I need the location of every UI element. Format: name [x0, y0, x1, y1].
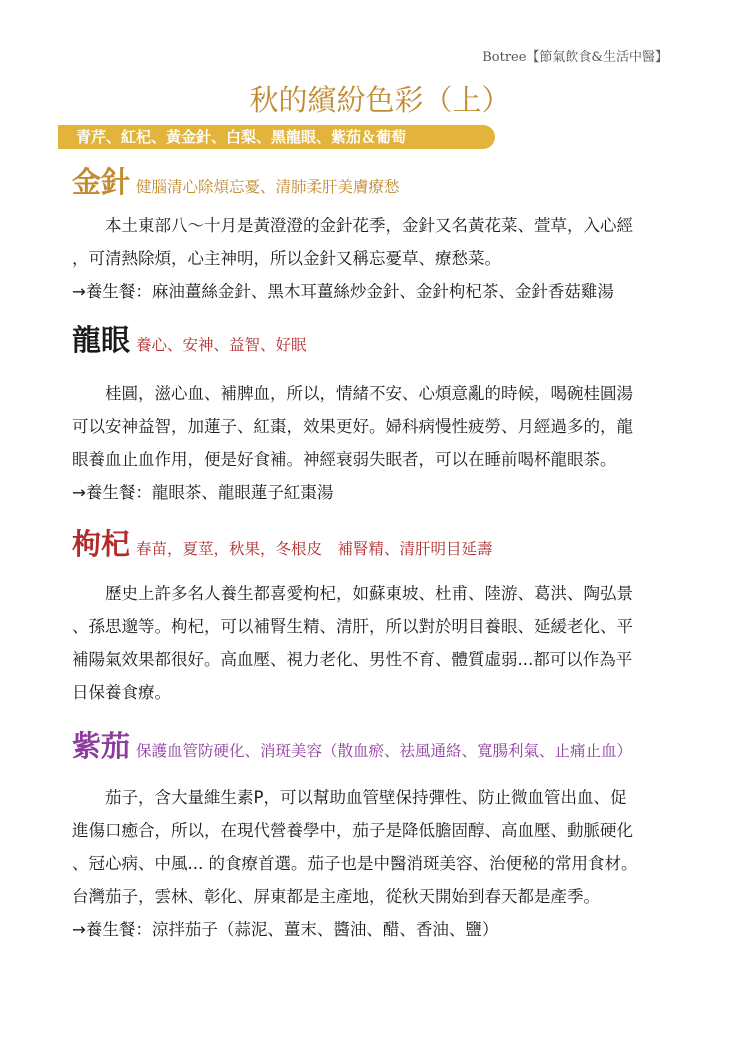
running-header: Botree【節氣飲食&生活中醫】: [482, 50, 668, 65]
body-line: 日保養食療。: [72, 683, 171, 702]
body-line: 桂圓，滋心血、補脾血，所以，情緒不安、心煩意亂的時候，喝碗桂圓湯: [72, 384, 633, 403]
section-golden-needle: [72, 160, 633, 308]
page-title: 秋的繽紛色彩（上）: [249, 83, 511, 117]
section-subtitle: 養心、安神、益智、好眠: [136, 336, 307, 354]
body-line: 眼養血止血作用，便是好食補。神經衰弱失眠者，可以在睡前喝杯龍眼茶。: [72, 450, 617, 469]
body-line: →養生餐：龍眼茶、龍眼蓮子紅棗湯: [72, 483, 334, 502]
section-subtitle: 保護血管防硬化、消斑美容（散血瘀、祛風通絡、寬腸利氣、止痛止血）: [136, 742, 633, 760]
section-eggplant: [72, 724, 637, 946]
section-heading: 金針: [72, 165, 131, 199]
section-heading: 枸杞: [72, 527, 131, 561]
body-line: ，可清熱除煩，心主神明，所以金針又稱忘憂草、療愁菜。: [72, 249, 501, 268]
section-subtitle: 健腦清心除煩忘憂、清肺柔肝美膚療愁: [136, 178, 400, 196]
section-longan: [72, 318, 633, 509]
body-line: 可以安神益智，加蓮子、紅棗，效果更好。婦科病慢性疲勞、月經過多的，龍: [72, 417, 633, 436]
body-line: 補陽氣效果都很好。高血壓、視力老化、男性不育、體質虛弱...都可以作為平: [72, 650, 633, 669]
body-line: →養生餐：麻油薑絲金針、黑木耳薑絲炒金針、金針枸杞茶、金針香菇雞湯: [72, 282, 614, 301]
body-line: 茄子，含大量維生素P，可以幫助血管壁保持彈性、防止微血管出血、促: [72, 788, 627, 807]
section-heading: 紫茄: [72, 729, 131, 763]
body-line: 本土東部八～十月是黃澄澄的金針花季，金針又名黃花菜、萱草，入心經: [72, 216, 633, 235]
body-line: 、孫思邈等。枸杞，可以補腎生精、清肝，所以對於明目養眼、延緩老化、平: [72, 617, 633, 636]
body-line: →養生餐：涼拌茄子（蒜泥、薑末、醬油、醋、香油、鹽）: [72, 920, 499, 939]
body-line: 、冠心病、中風... 的食療首選。茄子也是中醫消斑美容、治便秘的常用食材。: [72, 854, 638, 873]
body-line: 歷史上許多名人養生都喜愛枸杞，如蘇東坡、杜甫、陸游、葛洪、陶弘景: [72, 584, 633, 603]
subtitle-banner: 青芹、紅杞、黃金針、白梨、黑龍眼、紫茄＆葡萄: [58, 125, 495, 149]
body-line: 台灣茄子，雲林、彰化、屏東都是主產地，從秋天開始到春天都是產季。: [72, 887, 600, 906]
body-line: 進傷口癒合，所以，在現代營養學中，茄子是降低膽固醇、高血壓、動脈硬化: [72, 821, 633, 840]
section-subtitle: 春苗，夏莖，秋果，冬根皮 補腎精、清肝明目延壽: [136, 540, 493, 558]
section-heading: 龍眼: [72, 323, 131, 357]
section-goji: [72, 522, 633, 709]
